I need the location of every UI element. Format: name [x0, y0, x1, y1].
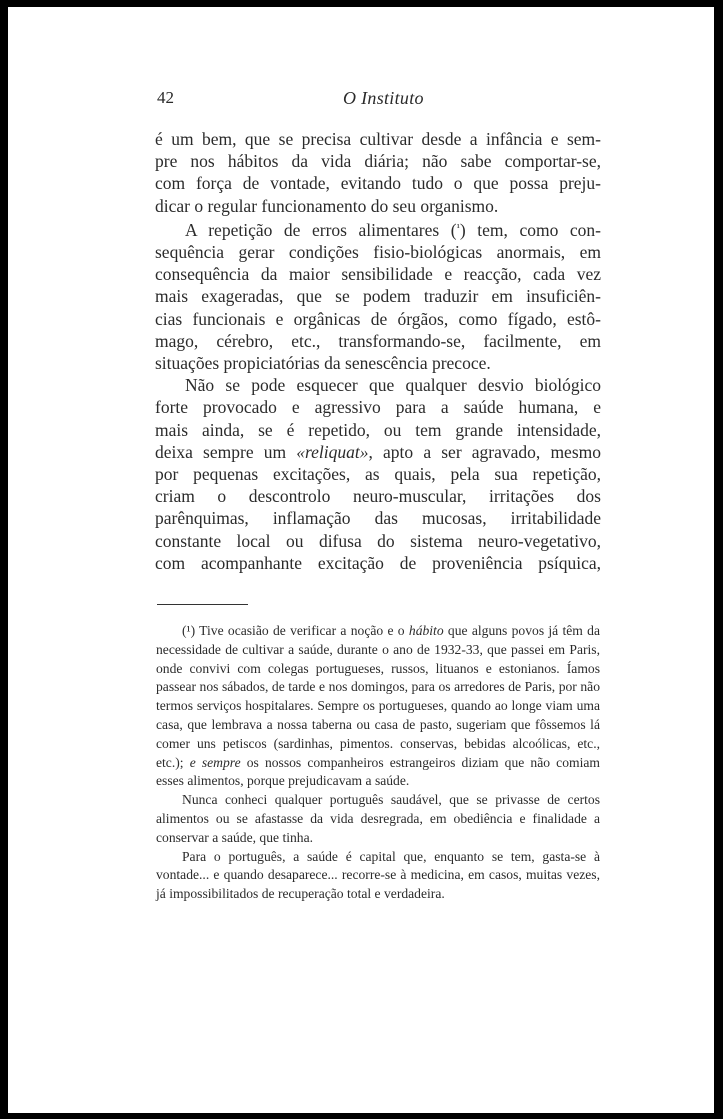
- paragraph-3-text: , apto a ser agravado, mesmo: [368, 441, 602, 462]
- paragraph-3-line: mais ainda, se é repetido, ou tem grande intensidade,: [155, 419, 601, 440]
- footnote-1-text: os nossos companheiros estrangeiros diziam que não comiam esses alimentos, porque prejudicavam a saúde.: [156, 754, 600, 789]
- paragraph-3-line: parênquimas, inflamação das mucosas, irritabilidade: [155, 508, 601, 529]
- page-number: 42: [157, 88, 174, 107]
- footnote-reference-marker: ¹: [456, 221, 460, 234]
- paragraph-2-line: consequência da maior sensibilidade e reacção, cada vez: [155, 264, 601, 285]
- paragraph-1-line: dicar o regular funcionamento do seu organismo.: [155, 195, 499, 216]
- footnote-1-italic-e-sempre: e sempre: [189, 754, 241, 770]
- paragraph-2-line: [155, 217, 601, 241]
- paragraph-3-line: com acompanhante excitação de proveniência psíquica,: [155, 552, 601, 573]
- paragraph-1-line: é um bem, que se precisa cultivar desde a infância e sem-: [155, 129, 601, 149]
- paragraph-3-line: Não se pode esquecer que qualquer desvio biológico: [185, 375, 601, 396]
- footnote-1: [156, 622, 600, 791]
- footnote-3: Para o português, a saúde é capital que, enquanto se tem, gasta-se à vontade... e quando desaparece... recorre-se à medicina, em casos, muitas vezes, já impossibilitados de recuperação total e verdadeira.: [156, 848, 600, 902]
- paragraph-2-line: sequência gerar condições fisio-biológicas anormais, em: [155, 242, 601, 263]
- paragraph-2-line: cias funcionais e orgânicas de órgãos, como fígado, estô-: [155, 308, 601, 329]
- footnote-1-text: que alguns povos já têm da necessidade de cultivar a saúde, durante o ano de 1932-33, que passei em Paris, onde convivi com colegas portugueses, russos, lituanos e estonianos. Íamos passear nos sábados, de tarde e nos domingos, para os arredores de Paris, por não termos serviços hospitalares. Sempre os portugueses, quando ao longe viam uma casa, que lembrava a nossa taberna ou casa de pasto, sugeriam que fôssemos lá comer uns petiscos (sardinhas, pimentos. conservas, bebidas alcoólicas, etc., etc.);: [156, 623, 601, 770]
- paragraph-3-line: criam o descontrolo neuro-muscular, irritações dos: [155, 486, 601, 507]
- paragraph-3-line: [155, 441, 601, 463]
- paragraph-2-text: ) tem, como con-: [459, 219, 602, 240]
- paragraph-1-line: com força de vontade, evitando tudo o que possa preju-: [155, 173, 601, 194]
- paragraph-3-line: por pequenas excitações, as quais, pela sua repetição,: [155, 464, 601, 485]
- italic-reliquat: «reliquat»: [296, 441, 369, 462]
- running-title: O Instituto: [343, 88, 424, 108]
- book-page: [8, 7, 714, 1113]
- paragraph-3-line: forte provocado e agressivo para a saúde humana, e: [155, 397, 601, 418]
- paragraph-2-text: A repetição de erros alimentares (: [185, 219, 457, 240]
- footnote-1-italic-habito: hábito: [408, 623, 444, 638]
- footnote-1-text: Tive ocasião de verificar a noção e o: [195, 623, 409, 638]
- paragraph-2-line: situações propiciatórias da senescência precoce.: [155, 353, 491, 374]
- paragraph-2-line: mago, cérebro, etc., transformando-se, facilmente, em: [155, 330, 601, 351]
- paragraph-3-line: constante local ou difusa do sistema neuro-vegetativo,: [155, 530, 601, 551]
- body-text: [155, 128, 601, 574]
- paragraph-3-text: deixa sempre um: [155, 441, 297, 462]
- footnotes: [156, 622, 600, 904]
- page-header: [157, 88, 601, 112]
- paragraph-1-line: pre nos hábitos da vida diária; não sabe comportar-se,: [155, 151, 601, 172]
- footnote-2: Nunca conheci qualquer português saudável, que se privasse de certos alimentos ou se afastasse da vida desregrada, em obediência e finalidade a conservar a saúde, que tinha.: [156, 792, 600, 845]
- paragraph-2-line: mais exageradas, que se podem traduzir em insuficiên-: [155, 286, 601, 307]
- footnote-separator-rule: [157, 604, 248, 605]
- footnote-1-marker: (¹): [182, 623, 196, 638]
